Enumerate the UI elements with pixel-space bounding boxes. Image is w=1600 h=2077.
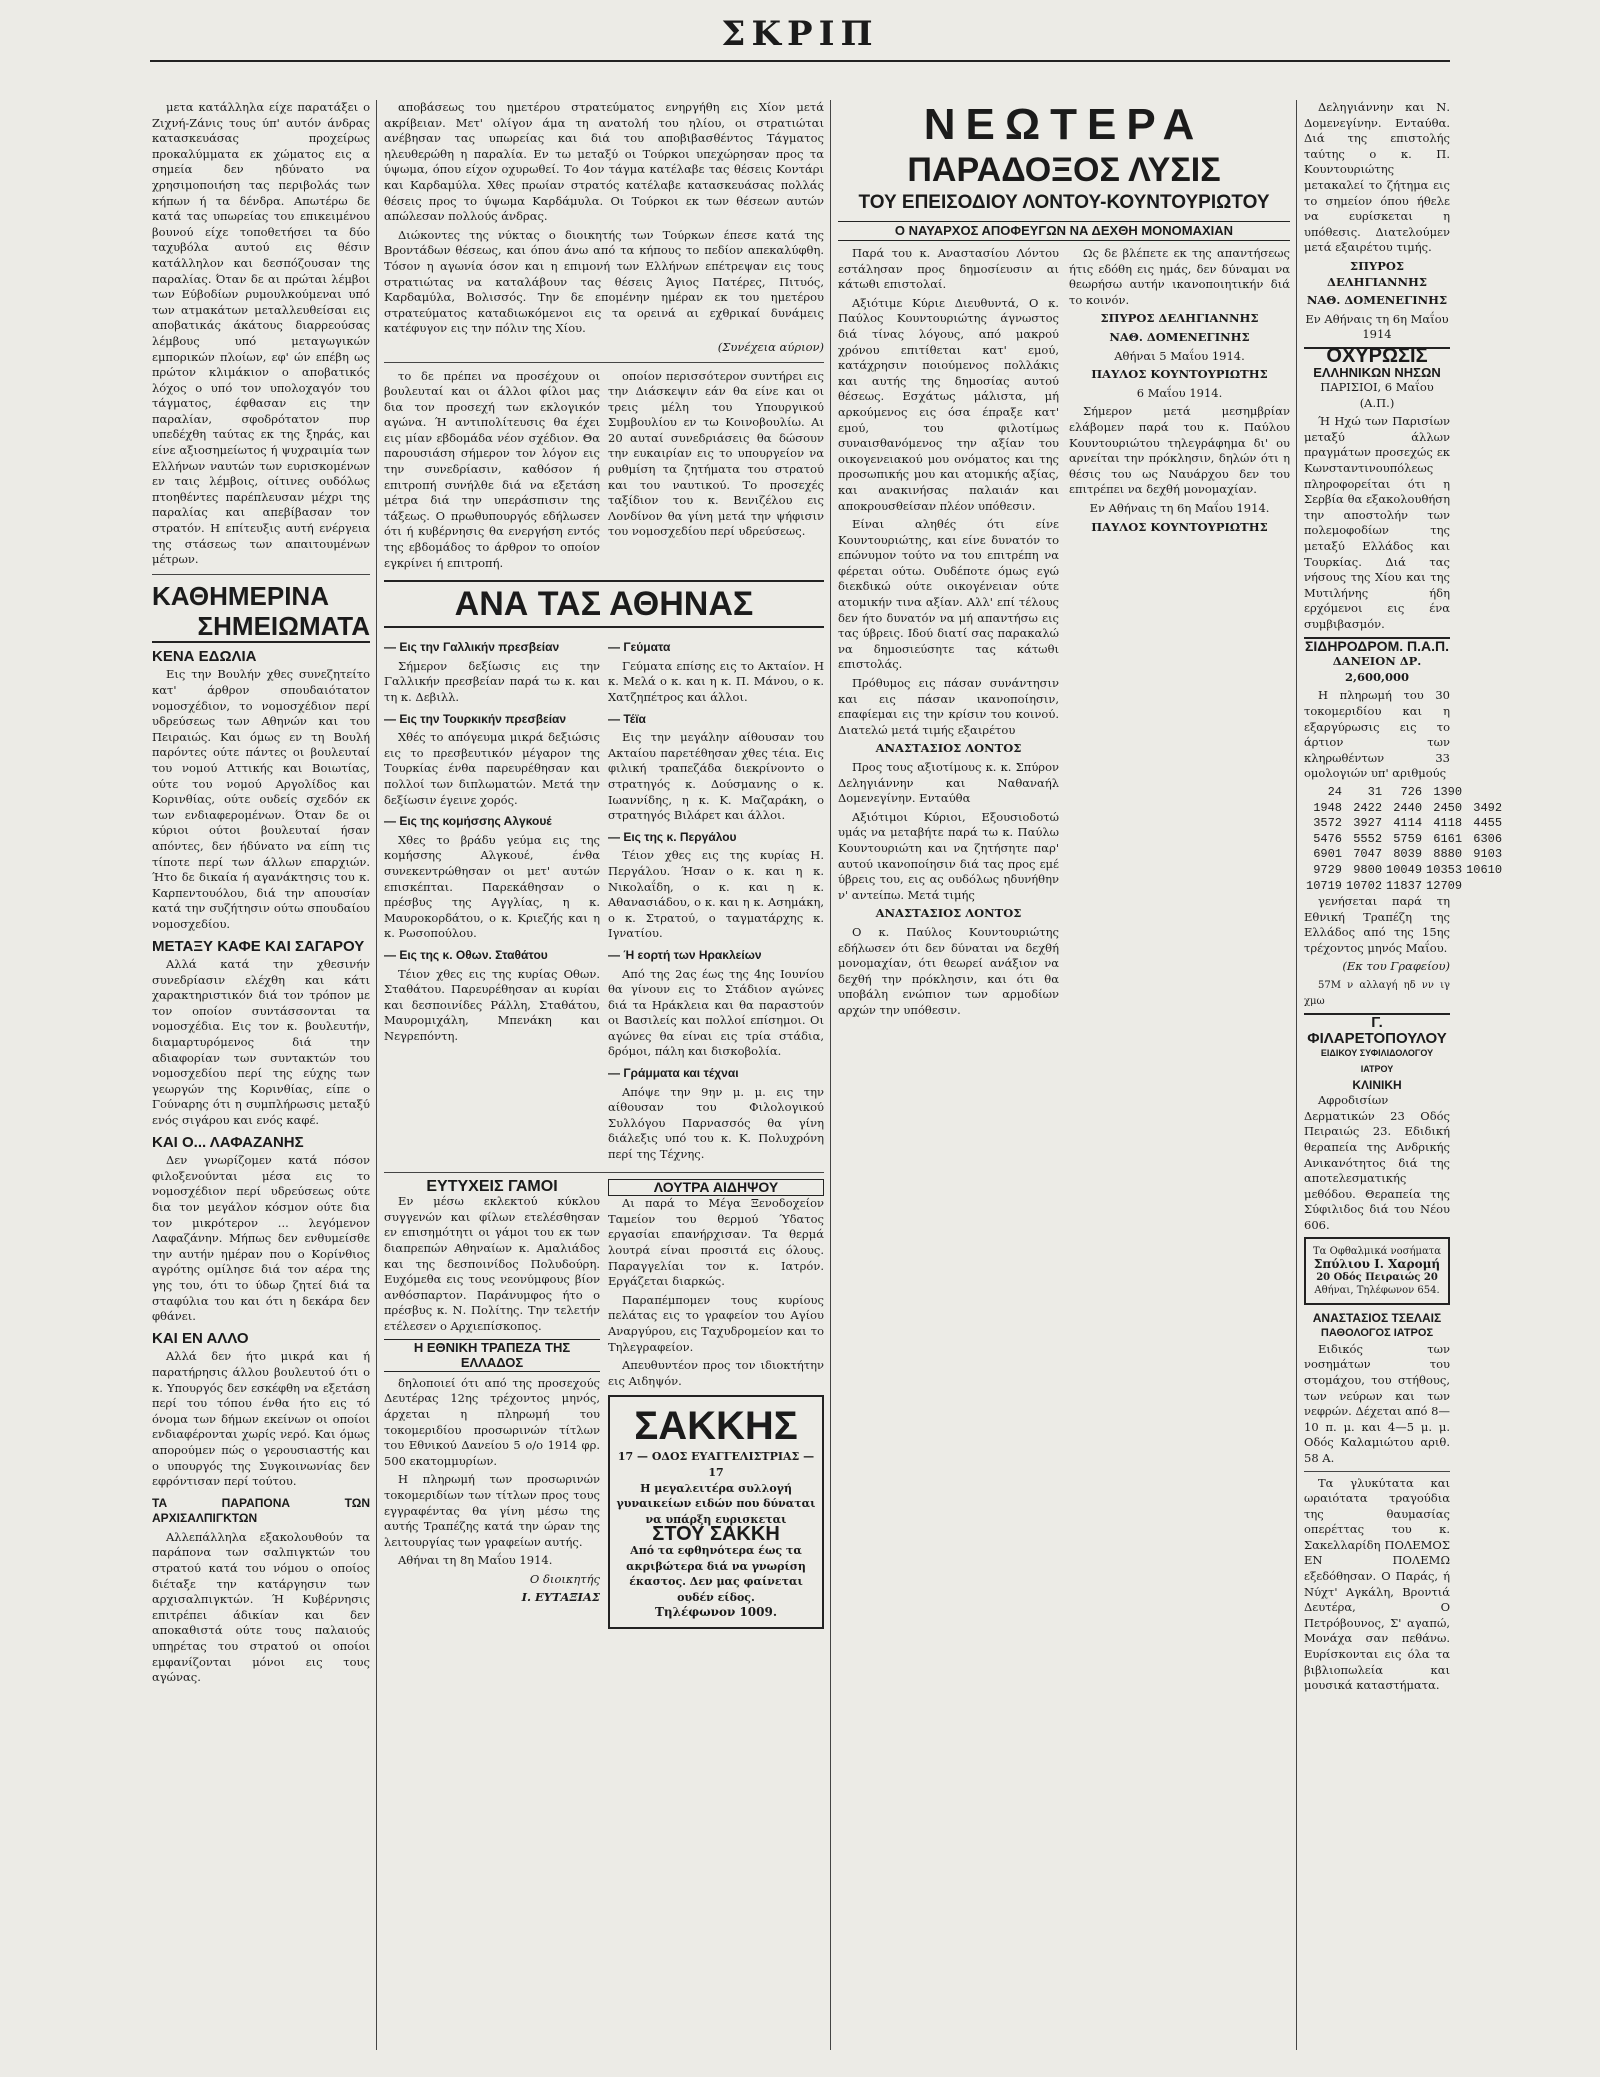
- draw-number: 1948: [1313, 800, 1343, 815]
- article-text: μετα κατάλληλα είχε παρατάξει ο Ζιχνή-Ζάνις τους ύπ' αυτόν άνδρας κατασκευάσας προχείρως προκαλύμματα εκ χώματος εις α σημεία δεν ηδύνατο να χρησιμοποιήση τας περιβολάς των κήπων ή τα δένδρα. Απωτέρω δε κατά τας υπωρείας του επικειμένου βουνού είχε τοποθετήσει τα δύο ταχυβόλα αυτού εις θέσιν κατάλληλον και δεσπόζουσαν της παραλίας. Όταν δε αι πρώται λέμβοι των Εύβοδίων ρυμουλκούμεναι υπό των ατμακάτων μεταλλευθείσαι εις αποβατικάς άκάτους διαρρεούσας λέμβους υπό μεταγωγικών εμπορικών πλοίων, εφ' ών επέβη ως πρώτον κλιμάκιον ο αποβατικός λόχος ο υπό τον υπολοχαγόν του τάγματος, έφθασαν εις την παραλίαν, σφοδρότατον πυρ υπεδέχθη ταύτας εκ της ξηράς, και είνε αξιοσημείωτος ή ψυχραιμία των Ελλήνων ναυτών των ευρισκομένων εν ταις λέμβοις, οίτινες ουδόλως πτοηθέντες παρέπλευσαν μέχρι της παραλίας και απεβίβασαν τον στρατόν. Η επίτευξις αυτή ενέργεια της στάσεως των απαιτουμένων μέτρων.: [152, 100, 370, 567]
- article-text: Δεληγιάννην και Ν. Δομενεγίνην. Ενταύθα. Διά της επιστολής ταύτης ο κ. Π. Κουντουριώτης μετακαλεί το ζήτημα εις το σημείον όπου ήθελε να ευρίσκεται η υπόθεσις. Διατελούμεν μετά εξαιρέτου τιμής.: [1304, 100, 1450, 255]
- draw-number: 11837: [1386, 878, 1423, 893]
- news-item-title: — Εις της κ. Οθων. Σταθάτου: [384, 947, 548, 962]
- news-item: Τέιον χθες εις της κυρίας Οθων. Σταθάτου. Παρευρέθησαν αι κυρίαι και δεσποινίδες Ράλλη, Σταθάτου, Μαυρομιχάλη, Μπενάκη και Νεγρεπόντη.: [384, 966, 600, 1043]
- headline-2: ΤΟΥ ΕΠΕΙΣΟΔΙΟΥ ΛΟΝΤΟΥ-ΚΟΥΝΤΟΥΡΙΩΤΟΥ: [858, 192, 1270, 213]
- column-4: [1304, 100, 1503, 2040]
- ad-line: Αθήναι, Τηλέφωνον 654.: [1314, 1284, 1440, 1296]
- draw-number: 8880: [1433, 847, 1463, 862]
- draw-numbers-row: [1304, 785, 1504, 801]
- article-text: το δε πρέπει να προσέχουν οι βουλευταί και οι άλλοι φίλοι μας δια τον προσεχή των εκλογικόν αγώνα. Ή αντιπολίτευσις θα έχει εις μίαν εβδομάδα νέον σχέδιον. Θα παρουσιάση σήμερον τον λόγον εις την συνεδρίασιν, καθόσον ή επιτροπή συνήλθε διά να εξετάση μέτρα διά την υπεράσπισιν της τάξεως. Ο πρωθυπουργός εδήλωσεν ότι ή κυβέρνησις θα ενεργήση εντός της εβδομάδος το άρθρον το οποίον εγκρίνει ή επιτροπή.: [384, 368, 600, 570]
- ad-line: 20 Οδός Πειραιώς 20: [1316, 1271, 1438, 1283]
- draw-numbers-table: [1304, 785, 1504, 894]
- draw-number: 8039: [1393, 847, 1423, 862]
- draw-numbers-row: [1304, 863, 1504, 879]
- draw-numbers-row: [1304, 847, 1504, 863]
- draw-number: 5476: [1313, 831, 1343, 846]
- section-title: ΤΑ ΠΑΡΑΠΟΝΑ ΤΩΝ ΑΡΧΙΣΑΛΠΙΓΚΤΩΝ: [152, 1495, 370, 1526]
- news-item: Τέιον χθες εις της κυρίας Η. Περγάλου. Ήσαν ο κ. και η κ. Νικολαΐδη, ο κ. και η κ. Αθανασιάδου, ο κ. και η κ. Ασημάκη, ο κ. Στρατού, ο ταγματάρχης κ. Ιγνατίου.: [608, 848, 824, 941]
- draw-number: 2440: [1393, 800, 1423, 815]
- news-item-title: — Γράμματα και τέχναι: [608, 1066, 739, 1081]
- baths-text: Αι παρά το Μέγα Ξενοδοχείον Ταμείον του θερμού Ύδατος εργασίαι επανήρχισαν. Τα θερμά λουτρά είναι προσιτά εις όλους. Παραγγελίαι τον κ. Ιατρόν. Εργάζεται διαρκώς.: [608, 1196, 824, 1289]
- draw-number: 6901: [1313, 847, 1343, 862]
- letters-right: [1069, 246, 1290, 1022]
- signature: ΑΝΑΣΤΑΣΙΟΣ ΛΟΝΤΟΣ: [875, 906, 1022, 921]
- column-2: [384, 100, 824, 2040]
- article-text: Ο κ. Παύλος Κουντουριώτης εδήλωσεν ότι δεν δύναται να δεχθή μονομαχίαν, ότι θεωρεί ανάξιον να δεχθή την πρόκλησιν, και ότι θα υποβάλη ενώπιον των αρμοδίων αρχών την υπόθεσιν.: [838, 924, 1059, 1017]
- draw-number: 2422: [1353, 800, 1383, 815]
- weddings-title: ΕΥΤΥΧΕΙΣ ΓΑΜΟΙ: [426, 1177, 558, 1195]
- draw-numbers-row: [1304, 832, 1504, 848]
- ad-address: 17 — ΟΔΟΣ ΕΥΑΓΓΕΛΙΣΤΡΙΑΣ — 17: [617, 1450, 815, 1479]
- news-item: Χθες το βράδυ γεύμα εις της κομήσσης Αλγκουέ, ένθα συνεκεντρώθησαν οι μετ' αυτών επισκέπται. Παρεκάθησαν ο πρέσβυς της Αγγλίας, η κ. Μαυροκορδάτου, ο κ. Κριεζής και η κ. Ρωσοπούλου.: [384, 832, 600, 941]
- athens-right: [608, 634, 824, 1165]
- column-rule: [1296, 100, 1297, 2050]
- section-title: ΚΑΙ ΕΝ ΑΛΛΟ: [152, 1329, 249, 1347]
- section-title: ΚΑΙ Ο... ΛΑΦΑΖΑΝΗΣ: [152, 1133, 304, 1151]
- railway-signature: (Εκ του Γραφείου): [1342, 959, 1450, 974]
- article-text: Τα γλυκύτατα και ωραιότατα τραγούδια της θαυμασίας οπερέττας του κ. Σακελλαρίδη ΠΟΛΕΜΟΣ ΕΝ ΠΟΛΕΜΩ εξεδόθησαν. Ο Παράς, ή Νύχτ' Αγκάλη, Βροντιά Δευτέρα, Ο Πετρόβουνος, Σ' αγαπώ, Μονάχα σαν πεθάνω. Ευρίσκονται εις όλα τα βιβλιοπωλεία και μουσικά καταστήματα.: [1304, 1475, 1450, 1693]
- news-heading: ΝΕΩΤΕΡΑ: [923, 100, 1205, 149]
- bottom-columns: [384, 1179, 824, 1629]
- draw-number: 4114: [1393, 816, 1423, 831]
- draw-number: 12709: [1426, 878, 1463, 893]
- news-item: Από της 2ας έως της 4ης Ιουνίου θα γίνουν εις το Στάδιον αγώνες διά τα Ηράκλεια και θα παραστούν οι Βασιλείς και πολλοί επίσημοι. Οι αγώνες θα είναι εις τρία στάδια, δρόμοι, πάλη και δισκοβολία.: [608, 966, 824, 1059]
- dateline: ΠΑΡΙΣΙΟΙ, 6 Μαΐου (Α.Π.): [1320, 380, 1434, 410]
- draw-number: 3927: [1353, 816, 1383, 831]
- draw-numbers-row: [1304, 816, 1504, 832]
- bank-title: Η ΕΘΝΙΚΗ ΤΡΑΠΕΖΑ ΤΗΣ ΕΛΛΑΔΟΣ: [384, 1339, 600, 1372]
- letter-date: 6 Μαΐου 1914.: [1136, 385, 1223, 400]
- athens-left: [384, 634, 600, 1165]
- news-item: Σήμερον δεξίωσις εις την Γαλλικήν πρεσβείαν παρά τω κ. και τη κ. Δεβιλλ.: [384, 658, 600, 704]
- masthead: ΣΚΡΙΠ: [721, 14, 879, 54]
- draw-numbers-row: [1304, 801, 1504, 817]
- article-text: Αξιότιμε Κύριε Διευθυντά, Ο κ. Παύλος Κουντουριώτης άγνωστος διά τίνας λόγους, από μακρού χρόνου επιτίθεται κατ' εμού, κατάχρησιν ποιούμενος πολλάκις και αυτής της δημοσίας αυτού θέσεως. Εσχάτως μάλιστα, μή αρκούμενος εις όσα έπραξε κατ' εμού, του φιλοτίμως συναισθανόμενος την αξίαν του οικογενειακού μου ονόματος και της προσωπικής μου και ατομικής αξίας, και ανακινήσας παλαιάν και αποκρουσθείσαν πλέον υπόθεσιν.: [838, 295, 1059, 513]
- ad-line: ΣΤΟΥ ΣΑΚΚΗ: [652, 1523, 780, 1546]
- draw-numbers-row: [1304, 879, 1504, 895]
- letter-date: Εν Αθήναις τη 6η Μαΐου 1914: [1305, 311, 1449, 342]
- ad-line: Τα Οφθαλμικά νοσήματα: [1313, 1245, 1441, 1257]
- section-heading: ΑΝΑ ΤΑΣ ΑΘΗΝΑΣ: [384, 580, 824, 628]
- doctor-title: Γ. ΦΙΛΑΡΕΤΟΠΟΥΛΟΥ: [1304, 1013, 1450, 1046]
- doctor2-text: Ειδικός των νοσημάτων του στομάχου, του στήθους, των νεύρων και των νεφρών. Δέχεται από 8—10 π. μ. και 4—5 μ. μ. Οδός Καλαμιώτου αριθ. 58 Α.: [1304, 1341, 1450, 1465]
- signature: ΝΑΘ. ΔΟΜΕΝΕΓΙΝΗΣ: [1109, 329, 1250, 344]
- article-text: Ως δε βλέπετε εκ της απαντήσεως ήτις εδόθη εις ημάς, δεν δύναμαι να θεωρήσω αυτήν ικανοποιητικήν διά το κοινόν.: [1069, 246, 1290, 307]
- article-text: Ή Ηχώ των Παρισίων μεταξύ άλλων πραγμάτων προσεχώς εκ Κωνσταντινουπόλεως πληροφορείται ότι η Σερβία θα εξακολουθήση την αποστολήν των πολεμοφοδίων της μεταξύ Ελλάδος και Τουρκίας. Διά τας νήσους της Χίου και της Μυτιλήνης ήδη ερχόμενοι εις ένα συμβιβασμόν.: [1304, 414, 1450, 631]
- bank-date: Αθήναι τη 8η Μαΐου 1914.: [398, 1553, 553, 1568]
- news-item-title: — Ή εορτή των Ηρακλείων: [608, 947, 762, 962]
- letter-date: Εν Αθήναις τη 6η Μαΐου 1914.: [1089, 500, 1270, 515]
- news-item-title: — Γεύματα: [608, 640, 671, 655]
- draw-number: 3492: [1473, 800, 1503, 815]
- weddings-text: Εν μέσω εκλεκτού κύκλου συγγενών και φίλων ετελέσθησαν εν επισημότητι οι γάμοι του εκ των διαπρεπών Αθηναίων κ. Αμαλιάδος και της δεσποινίδος Πολυδούρη. Ευχόμεθα εις τους νεονύμφους βίον ανθόσπαρτον. Παράνυμφος ήτο ο πρέσβυς κ. Ν. Πολίτης. Την τελετήν ετέλεσεν ο Αρχιεπίσκοπος.: [384, 1194, 600, 1333]
- article-text: Πρόθυμος εις πάσαν συνάντησιν και εις πάσαν ικανοποίησιν, επαφίεμαι εις την κρίσιν του κοινού. Διατελώ μετά τιμής εξαιρέτου: [838, 676, 1059, 737]
- draw-number: 10702: [1346, 878, 1383, 893]
- section-text: Εις την Βουλήν χθες συνεζητείτο κατ' άρθρον σπουδαιότατον νομοσχέδιον, το νομοσχέδιον περί υδρεύσεως των Αθηνών και του Πειραιώς. Και όμως εν τη Βουλή παρόντες ούτε πάντες οι βουλευταί του νομού Αττικής και Βοιωτίας, ούτε του νομού Αργολίδος και Κορινθίας, ούτε ουδείς σχεδόν εκ των ενδιαφερομένων. Όταν δε οι κύριοι ούτοι βουλευταί ήσαν απόντες, δεν ήδύνατο να είπη τις τίποτε περί των άλλων επαρχιών. Ήτο δε δικαία ή αγανάκτησις του κ. Καρπεντουόλου, διά την απουσίαν κατά την συζήτησιν ούτω σπουδαίου νομοσχεδίου.: [152, 667, 370, 931]
- draw-number: 10353: [1426, 862, 1463, 877]
- letter-address: Προς τους αξιοτίμους κ. κ. Σπύρον Δεληγιάννην και Ναθαναήλ Δομενεγίνην. Ενταύθα: [838, 760, 1059, 806]
- draw-number: 10719: [1306, 878, 1343, 893]
- column-rule: [376, 100, 377, 2050]
- draw-number: 5759: [1393, 831, 1423, 846]
- article-text: οποίον περισσότερον συντήρει εις την Διάσκεψιν εάν θα είνε και οι τρεις μέλη του Υπουργικού Συμβουλίου εν τω Κοινοβουλίω. Αι 20 αυταί συνεδριάσεις θα δώσουν την ευκαιρίαν εις το υπουργείον να ρυθμίση τα ζητήματα του στρατού και του ναυτικού. Το προσεχές ταξίδιον του κ. Βενιζέλου εις Λονδίνον θα γίνη μετά την ψήφισιν του νομοσχεδίου περί υδρεύσεως.: [608, 368, 824, 539]
- draw-number: 4455: [1473, 816, 1503, 831]
- draw-number: 7047: [1353, 847, 1383, 862]
- sakkis-ad: [608, 1395, 824, 1629]
- divider: [384, 362, 824, 363]
- baths-title: ΛΟΥΤΡΑ ΑΙΔΗΨΟΥ: [608, 1179, 824, 1197]
- ad-title: ΣΑΚΚΗΣ: [634, 1404, 798, 1449]
- signature: ΣΠΥΡΟΣ ΔΕΛΗΓΙΑΝΝΗΣ: [1100, 311, 1259, 326]
- draw-number: 5552: [1353, 831, 1383, 846]
- signature: ΣΠΥΡΟΣ ΔΕΛΗΓΙΑΝΝΗΣ: [1327, 258, 1427, 289]
- bank-text: Η πληρωμή των προσωρινών τοκομεριδίων των τίτλων προς τους εγγραφέντας θα γίνη μέσω της αυτής Τραπέζης κατά την ώραν της λειτουργίας των γραφείων αυτής.: [384, 1472, 600, 1549]
- news-item-title: — Εις την Τουρκικήν πρεσβείαν: [384, 711, 567, 726]
- signature: ΠΑΥΛΟΣ ΚΟΥΝΤΟΥΡΙΩΤΗΣ: [1091, 519, 1268, 534]
- column-3: [838, 100, 1290, 2040]
- bank-signature: Ι. ΕΥΤΑΞΙΑΣ: [521, 1590, 600, 1605]
- draw-number: 9729: [1313, 862, 1343, 877]
- news-item-title: — Τέϊα: [608, 711, 646, 726]
- doctor-sub: ΕΙΔΙΚΟΥ ΣΥΦΙΛΙΔΟΛΟΓΟΥ ΙΑΤΡΟΥ: [1320, 1048, 1434, 1075]
- railway-title: ΣΙΔΗΡΟΔΡΟΜ. Π.Α.Π.: [1304, 637, 1450, 654]
- subheadline: Ο ΝΑΥΑΡΧΟΣ ΑΠΟΦΕΥΓΩΝ ΝΑ ΔΕΧΘΗ ΜΟΝΟΜΑΧΙΑΝ: [838, 221, 1290, 241]
- draw-number: 2450: [1433, 800, 1463, 815]
- forts-title-2: ΕΛΛΗΝΙΚΩΝ ΝΗΣΩΝ: [1313, 364, 1441, 380]
- forts-title: ΟΧΥΡΩΣΙΣ: [1304, 347, 1450, 365]
- article-text: αποβάσεως του ημετέρου στρατεύματος ενηργήθη εις Χίον μετά ακρίβειαν. Μετ' ολίγον άμα τη ανατολή του ηλίου, οι στρατιώται ανέβησαν τας υπωρείας και διά του αποβιβασθέντος Τάγματος ηλευθερώθη η παραλία. Εν τω μεταξύ οι Τούρκοι υπεχώρησαν προς τα ύψωμα, όπου είχον οχυρωθεί. Το 4ον τάγμα κατέλαβε τας θέσεις Κοντάρι και Καρδαμύλα. Χθες πρωίαν στρατός κατέλαβε κατασκευάσας πολλάς θέσεις προς το ύψωμα Καρδάμυλα. Οι Τούρκοι εκ των θέσεων αυτών απώλεσαν πολλούς άνδρας.: [384, 100, 824, 224]
- article-text: Διώκοντες της νύκτας ο διοικητής των Τούρκων έπεσε κατά της Βροντάδων θέσεως, και όπου άνω από τα κήπους το πεδίον απεκαλύφθη. Τόσον η αγωνία όσον και η επιμονή των Ελλήνων επέτρεψαν εις τους στρατιώτας να καταλάβουν τας θέσεις Άγιος Πατέρες, Πιτυός, Καρδαμύλα, Βολισσός. Την δε επομένην ημέραν εκ του ημετέρου στρατεύματος καταδιωκόμενοι εις τα ορεινά αι εχθρικαί δυνάμεις κατέφυγον εις την πόλιν της Χίου.: [384, 227, 824, 336]
- railway-footnote: 57Μ ν αλλαγή ηδ νν ιγ χμω: [1304, 980, 1450, 1007]
- feature-title: ΚΑΘΗΜΕΡΙΝΑ: [152, 580, 329, 611]
- draw-number: 6306: [1473, 831, 1503, 846]
- draw-number: 726: [1400, 784, 1423, 799]
- letters-left: [838, 246, 1059, 1022]
- draw-number: 24: [1327, 784, 1343, 799]
- column-rule: [830, 100, 831, 2050]
- section-text: Αλλά κατά την χθεσινήν συνεδρίασιν ελέχθη και κάτι χαρακτηριστικόν διά τον τρόπον με τον οποίον συντάσσονται τα νομοσχέδια. Εις τον κ. βουλευτήν, διαμαρτυρόμενος διά την αδιαφορίαν των συντακτών του νομοσχεδίου περί της εύχης των γεωργών της Κορινθίας, είπε ο Γούναρης ότι η συμπλήρωσις μεταξύ ενός σιγάρου και ενός καφέ.: [152, 957, 370, 1128]
- bank-text: δηλοποιεί ότι από της προσεχούς Δευτέρας 12ης τρέχοντος μηνός, άρχεται η πληρωμή του τοκομεριδίου προσωρινών τίτλων του Εθνικού Δανείου 5 ο/ο 1914 φρ. 500 εκατομμυρίων.: [384, 1375, 600, 1468]
- letters-columns: [838, 246, 1290, 1022]
- eye-clinic-ad: [1304, 1237, 1450, 1305]
- divider: [1304, 1471, 1450, 1472]
- railway-text: γενήσεται παρά τη Εθνική Τραπέζη της Ελλάδος από της 15ης τρέχοντος μηνός Μαΐου.: [1304, 894, 1450, 955]
- section-text: Δεν γνωρίζομεν κατά πόσον φιλοξενούνται μέσα εις το νομοσχέδιον περί υδρεύσεως ούτε δια τον μεγάλον κόσμον ούτε δια τον μικρότερον ... λεγόμενον Λαφαζάνην. Μήπως δεν ενθυμείσθε την αυτήν ημέραν που ο Κορίνθιος αγρότης ομίλησε διά τον αέρα της γης του, ότι το ύδωρ ζητεί διά τα σταφύλια του και ότι η δεκάρα δεν φθάνει.: [152, 1153, 370, 1324]
- railway-sub: ΔΑΝΕΙΟΝ ΔΡ. 2,600,000: [1332, 654, 1422, 684]
- draw-number: 31: [1367, 784, 1383, 799]
- ad-line: Η μεγαλειτέρα συλλογή γυναικείων ειδών που δύναται να υπάρξη ευρισκεται: [616, 1481, 816, 1526]
- news-item-title: — Εις της κομήσσης Αλγκουέ: [384, 814, 552, 829]
- section-title: ΚΕΝΑ ΕΔΩΛΙΑ: [152, 647, 257, 665]
- news-item: Εις την μεγάλην αίθουσαν του Ακταίου παρετέθησαν χθες τέια. Εις φιλική τραπεζάδα διεκρίνοντο ο στρατηγός κ. Δούσμανης ο κ. Ιωαννίδης, η κ. Κ. Μαζαράκη, ο στρατηγός Βιλάρετ και άλλοι.: [608, 730, 824, 823]
- divider: [384, 1172, 824, 1173]
- bank-signature-title: Ο διοικητής: [529, 1571, 600, 1586]
- article-text: Παρά του κ. Αναστασίου Λόντου εστάλησαν προς δημοσίευσιν αι κάτωθι επιστολαί.: [838, 246, 1059, 292]
- signature: ΝΑΘ. ΔΟΜΕΝΕΓΙΝΗΣ: [1306, 293, 1448, 308]
- continued-note: (Συνέχεια αύριον): [717, 339, 824, 354]
- draw-number: 6161: [1433, 831, 1463, 846]
- article-text: Σήμερον μετά μεσημβρίαν ελάβομεν παρά του κ. Παύλου Κουντουριώτου τηλεγράφημα δι' ου αρνείται την πρόκλησιν, δηλών ότι η θέσις του ως Ναυάρχου δεν του επιτρέπει να δεχθή μονομαχίαν.: [1069, 404, 1290, 497]
- draw-number: 3572: [1313, 816, 1343, 831]
- railway-text: Η πληρωμή του 30 τοκομεριδίου και η εξαργύρωσις εις το άρτιον των κληρωθέντων 33 ομολογιών υπ' αριθμούς: [1304, 688, 1450, 781]
- section-title: ΜΕΤΑΞΥ ΚΑΦΕ ΚΑΙ ΣΑΓΑΡΟΥ: [152, 937, 365, 955]
- article-text: Είναι αληθές ότι είνε Κουντουριώτης, και είνε δυνατόν το επώνυμον τούτο να του επιτρέπη να φέρεται ούτω. Ουδέποτε όμως εγώ διεκδικώ ούτε οικογένειαν ούτε ατομικήν τινα αξίαν. Αλλ' επί τέλους δεν ήτο δυνατόν να μή απαντήσω εις τας ύβρεις. Ιδού διατί σας παρακαλώ να δημοσιεύσητε τας κάτωθι επιστολάς.: [838, 517, 1059, 672]
- draw-number: 1390: [1433, 784, 1463, 799]
- news-item: Χθές το απόγευμα μικρά δεξιώσις εις το πρεσβευτικόν μέγαρον της Τουρκίας ένθα παρευρέθησαν και πολλοί των διπλωματών. Μετά την δεξίωσιν έγεινε χορός.: [384, 730, 600, 807]
- masthead-rule: [150, 60, 1450, 62]
- news-item-title: — Εις της κ. Περγάλου: [608, 829, 737, 844]
- feature-title-2: ΣΗΜΕΙΩΜΑΤΑ: [152, 611, 370, 643]
- letter-date: Αθήναι 5 Μαΐου 1914.: [1114, 348, 1245, 363]
- ad-line: Από τα εφθηνότερα έως τα ακριβώτερα διά να γνωρίση έκαστος. Δεν μας φαίνεται ουδέν είδος.: [626, 1543, 806, 1604]
- draw-number: 9800: [1353, 862, 1383, 877]
- baths-text: Παραπέμπομεν τους κυρίους πελάτας εις το γραφείον του Αγίου Αναργύρου, εις Ταχυδρομείον και το Τηλεγραφείον.: [608, 1292, 824, 1354]
- doctor-sub-2: ΚΛΙΝΙΚΗ: [1352, 1077, 1402, 1092]
- news-item-title: — Εις την Γαλλικήν πρεσβείαν: [384, 640, 560, 655]
- section-text: Αλλά δεν ήτο μικρά και ή παρατήρησις άλλου βουλευτού ότι ο κ. Υπουργός δεν εσκέφθη να εξετάση περί του τόπου ένθα ήτο εις τό όνομα των δήμων εκείνων οι οποίοι ενδιαφέρονται χωρίς νερό. Και όμως απορούμεν πώς ο γερουσιαστής και ο υπουργός της Συγκοινωνίας δεν εφρόντισαν περί τούτου.: [152, 1349, 370, 1489]
- draw-number: 10049: [1386, 862, 1423, 877]
- doctor2-sub: ΠΑΘΟΛΟΓΟΣ ΙΑΤΡΟΣ: [1320, 1327, 1434, 1340]
- section-text: Αλλεπάλληλα εξακολουθούν τα παράπονα των σαλπιγκτών του στρατού κατά του νόμου ο οποίος διέταξε την κατάργησιν των αρχισαλπιγκτών. Ή Κυβέρνησις επιτρέπει άδικίαν και δεν αποκαθιστά ούτε τους παλαιούς υπηρέτας του στρατού οι οποίοι εμφανίζονται μόνοι εις τους αγώνας.: [152, 1529, 370, 1685]
- draw-number: 4118: [1433, 816, 1463, 831]
- draw-number: 9103: [1473, 847, 1503, 862]
- signature: ΑΝΑΣΤΑΣΙΟΣ ΛΟΝΤΟΣ: [875, 741, 1022, 756]
- headline: ΠΑΡΑΔΟΞΟΣ ΛΥΣΙΣ: [907, 151, 1221, 189]
- letter-text: Αξιότιμοι Κύριοι, Εξουσιοδοτώ υμάς να μεταβήτε παρά τω κ. Παύλω Κουντουριώτη και να ζητήσητε παρ' αυτού ικανοποίησιν διά τας προς εμέ ύβρεις του, εις ας ουδόλως ηδυνήθην ν' αντείπω. Μετά τιμής: [838, 809, 1059, 902]
- athens-columns: [384, 634, 824, 1165]
- news-item: Απόψε την 9ην μ. μ. εις την αίθουσαν του Φιλολογικού Συλλόγου Παρνασσός θα γίνη διάλεξις υπό του κ. Κ. Πολυχρόνη περί της Τέχνης.: [608, 1084, 824, 1162]
- doctor-text: Αφροδισίων Δερματικών 23 Οδός Πειραιώς 23. Εδιδική θεραπεία της Ανδρικής Ανικανότητος διά της αποτελεσματικής μεθόδου. Θεραπεία της Σύφιλιδος διά του Νέου 606.: [1304, 1093, 1450, 1232]
- signature: ΠΑΥΛΟΣ ΚΟΥΝΤΟΥΡΙΩΤΗΣ: [1091, 367, 1268, 382]
- bottom-right: [608, 1179, 824, 1629]
- baths-text: Απευθυντέον προς τον ιδιοκτήτην εις Αιδηψόν.: [608, 1358, 824, 1388]
- column-1: [152, 100, 370, 2040]
- ad-phone: Τηλέφωνον 1009.: [654, 1605, 778, 1620]
- ad-line: Σπύλιου Ι. Χαρομή: [1313, 1256, 1441, 1271]
- doctor2-title: ΑΝΑΣΤΑΣΙΟΣ ΤΣΕΛΑΙΣ: [1312, 1310, 1442, 1325]
- mid-columns: [384, 369, 824, 575]
- draw-number: 10610: [1466, 862, 1503, 877]
- divider: [152, 574, 370, 575]
- news-item: Γεύματα επίσης εις το Ακταίον. Η κ. Μελά ο κ. και η κ. Π. Μάνου, ο κ. Χατζηπέτρος και άλλοι.: [608, 658, 824, 704]
- bottom-left: [384, 1179, 600, 1629]
